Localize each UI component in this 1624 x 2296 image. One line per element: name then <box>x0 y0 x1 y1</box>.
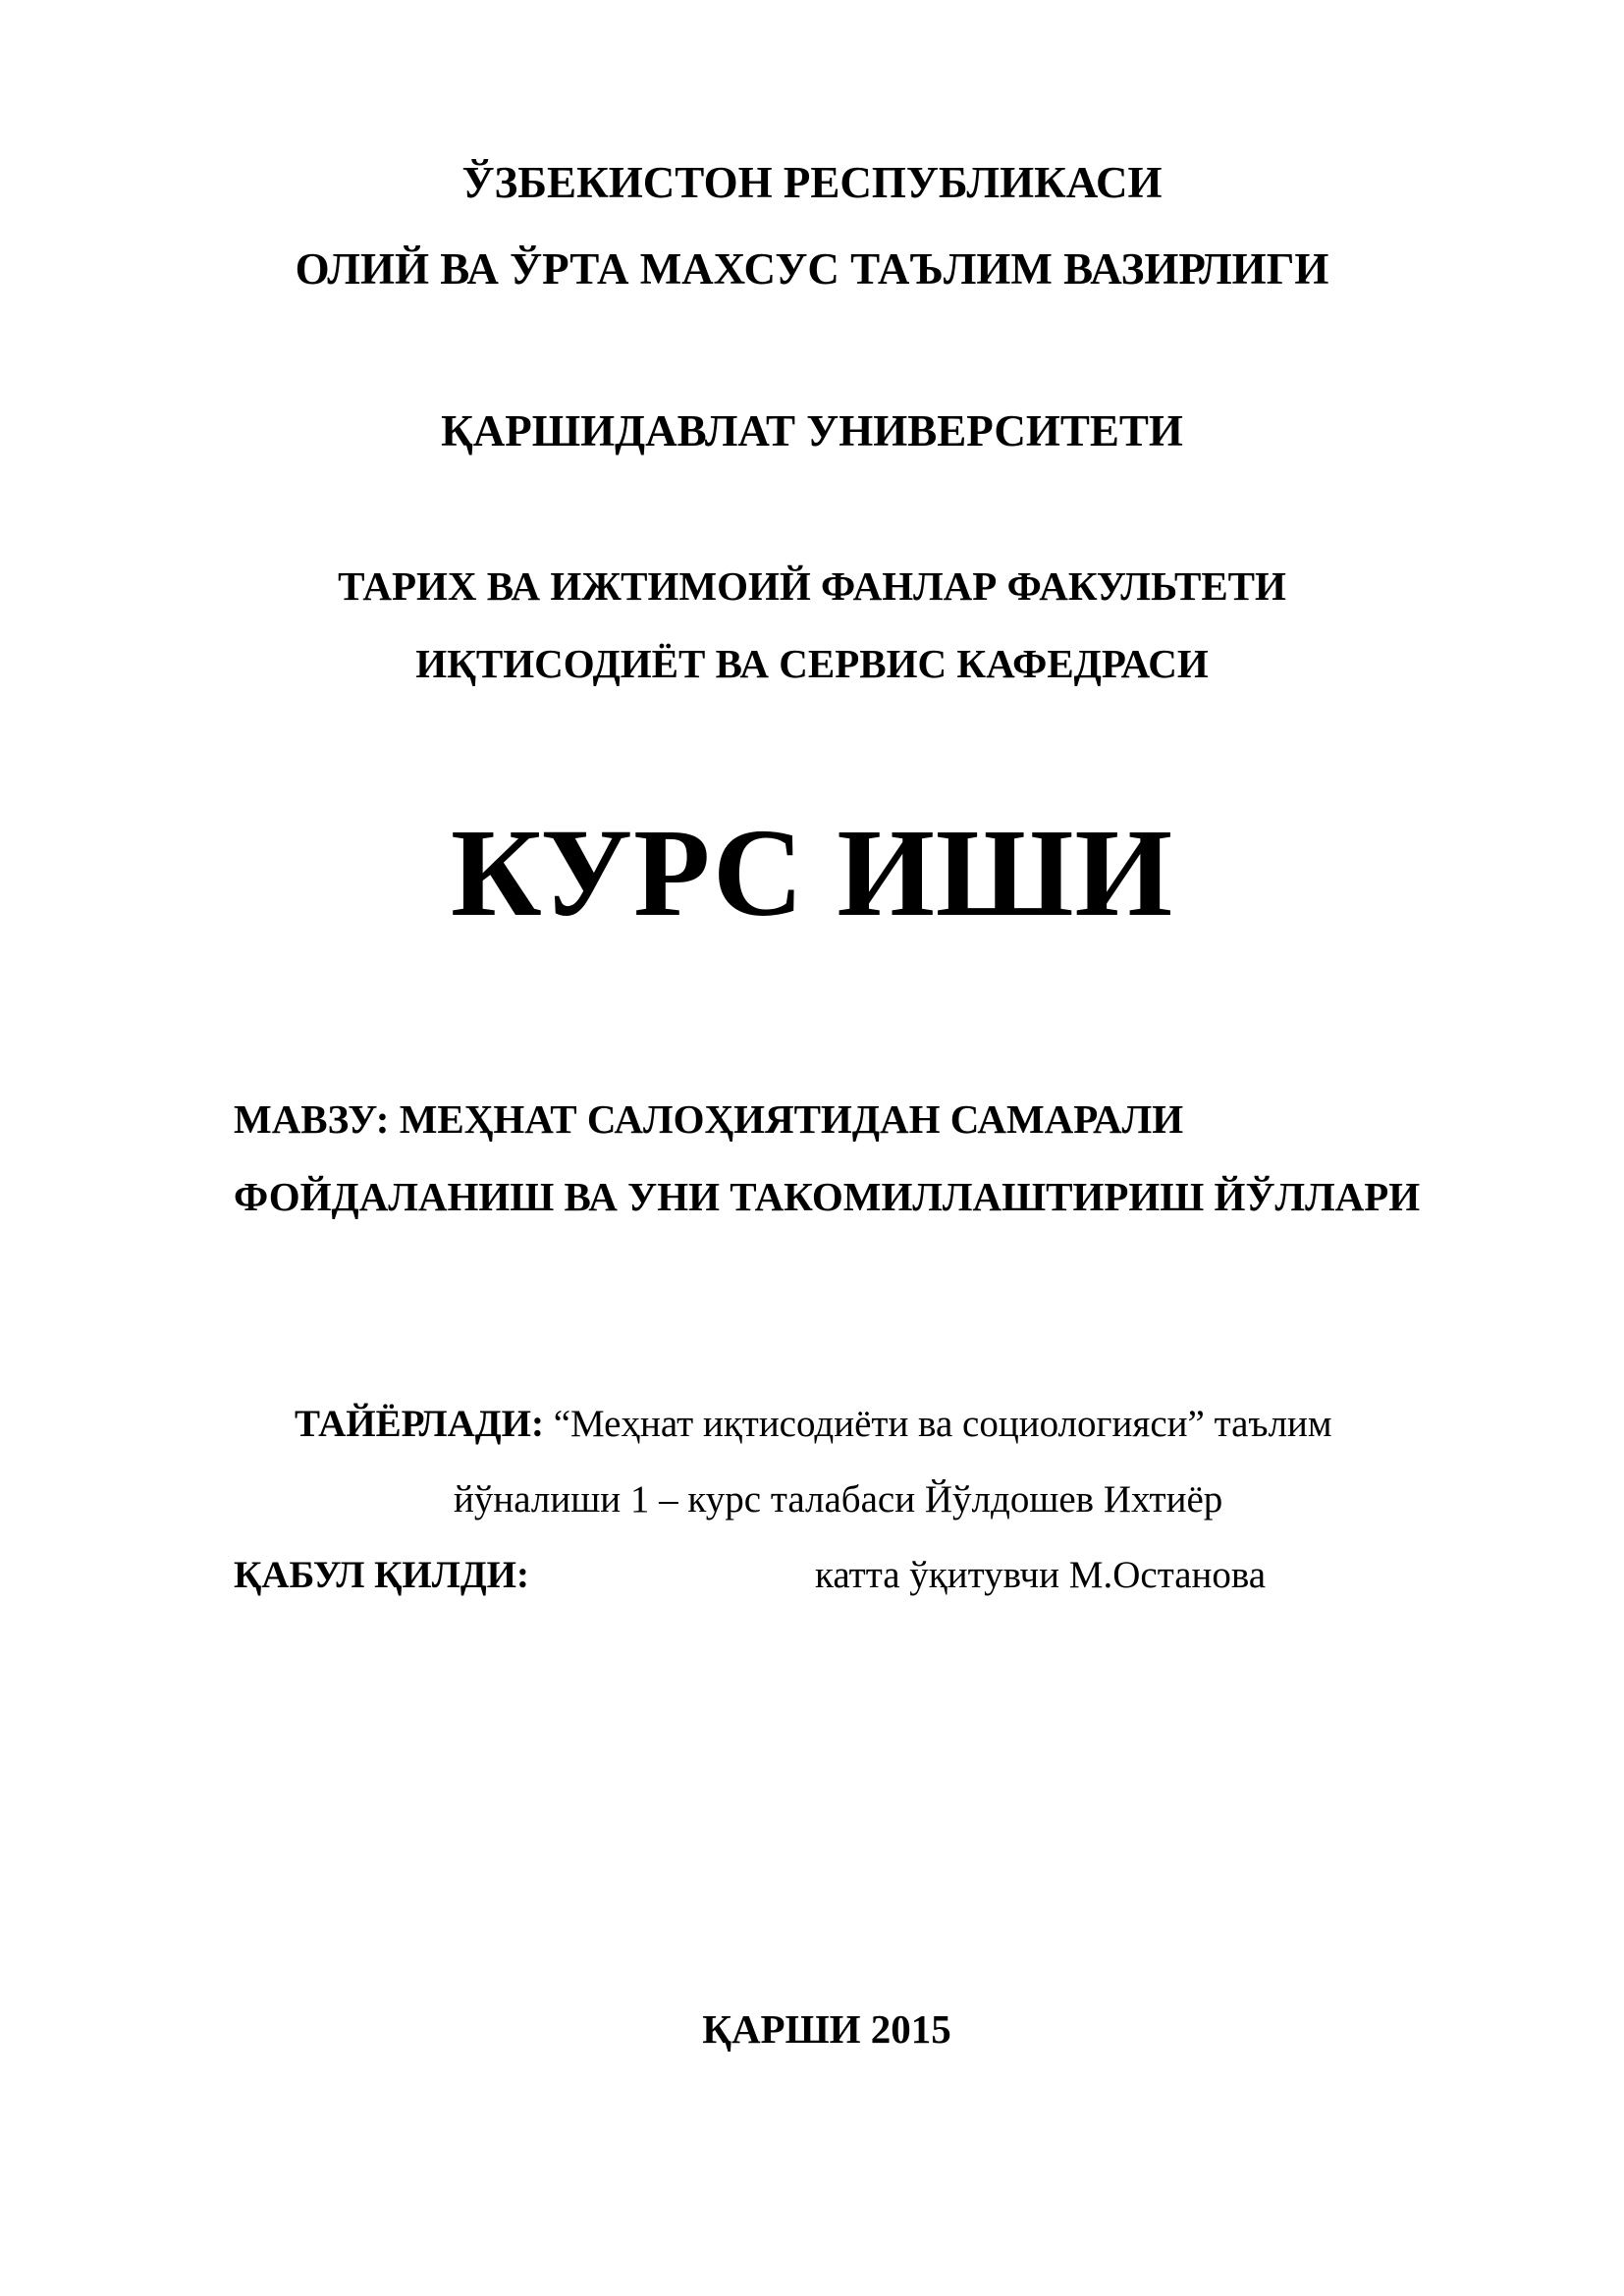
footer-city-year: ҚАРШИ 2015 <box>702 2006 951 2052</box>
header-university: ҚАРШИДАВЛАТ УНИВЕРСИТЕТИ <box>441 406 1183 455</box>
accepted-by-label: ҚАБУЛ ҚИЛДИ: <box>234 1554 529 1596</box>
prepared-by-text-1: “Меҳнат иқтисодиёти ва социологияси” таълим <box>543 1403 1332 1445</box>
prepared-by-text-2: йўналиши 1 – курс талабаси Йўлдошев Ихтиёр <box>454 1478 1223 1521</box>
header-republic: ЎЗБЕКИСТОН РЕСПУБЛИКАСИ <box>461 158 1163 207</box>
topic-line-2: ФОЙДАЛАНИШ ВА УНИ ТАКОМИЛЛАШТИРИШ ЙЎЛЛАРИ <box>234 1174 1421 1219</box>
header-ministry: ОЛИЙ ВА ЎРТА МАХСУС ТАЪЛИМ ВАЗИРЛИГИ <box>295 244 1329 294</box>
header-department: ИҚТИСОДИЁТ ВА СЕРВИС КАФЕДРАСИ <box>415 641 1209 686</box>
accepted-by-text: катта ўқитувчи М.Останова <box>815 1554 1267 1596</box>
topic-line-1: МАВЗУ: МЕҲНАТ САЛОҲИЯТИДАН САМАРАЛИ <box>234 1096 1184 1142</box>
prepared-by-line-1 <box>295 1405 1332 1443</box>
header-faculty: ТАРИХ ВА ИЖТИМОИЙ ФАНЛАР ФАКУЛЬТЕТИ <box>338 563 1286 609</box>
document-title: КУРС ИШИ <box>450 803 1174 942</box>
prepared-by-label: ТАЙЁРЛАДИ: <box>295 1403 544 1445</box>
